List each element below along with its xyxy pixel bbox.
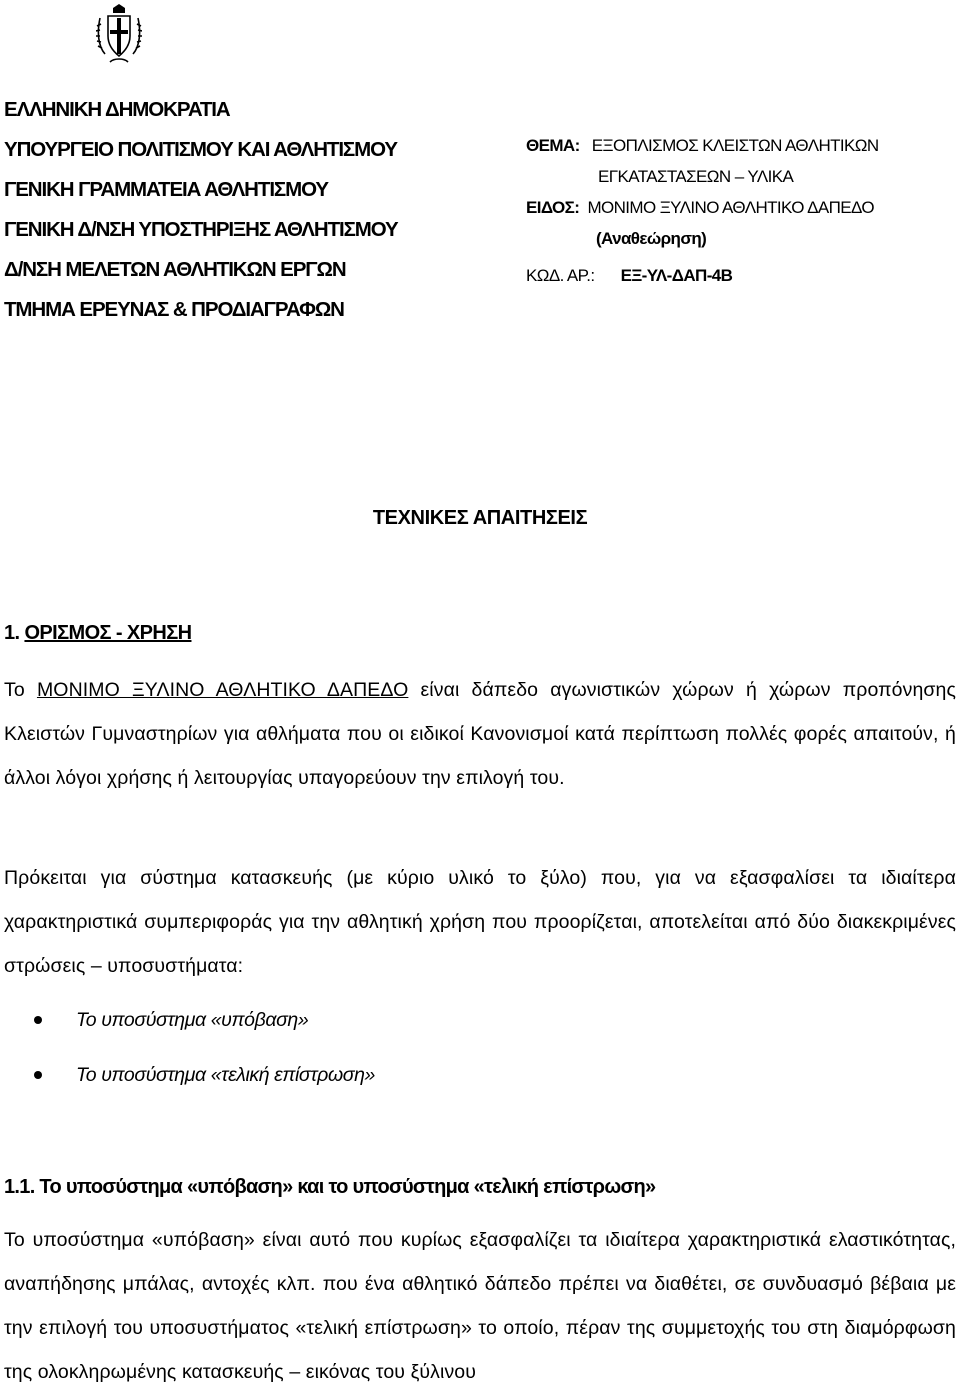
section-1-1-heading: 1.1. Το υποσύστημα «υπόβαση» και το υποσύστημα «τελική επίστρωση» bbox=[4, 1176, 656, 1198]
section-1-1-paragraph: Το υποσύστημα «υπόβαση» είναι αυτό που κυρίως εξασφαλίζει τα ιδιαίτερα χαρακτηριστικά ελαστικότητας, αναπήδησης μπάλας, αντοχές κλπ. που ένα αθλητικό δάπεδο πρέπει να διαθέτει, σε συνδυασμό βέβαια με την επιλογή του υποσυστήματος «τελική επίστρωση» το οποίο, πέραν της συμμετοχής του στη διαμόρφωση της ολοκληρωμένης κατασκευής – εικόνας του ξύλινου bbox=[4, 1229, 956, 1383]
thema-value-line1: ΕΞΟΠΛΙΣΜΟΣ ΚΛΕΙΣΤΩΝ ΑΘΛΗΤΙΚΩΝ bbox=[591, 136, 879, 155]
section-1-heading bbox=[4, 622, 191, 645]
thema-value-line2: ΕΓΚΑΤΑΣΤΑΣΕΩΝ – ΥΛΙΚΑ bbox=[598, 167, 794, 186]
thema-label: ΘΕΜΑ: bbox=[526, 136, 580, 155]
kod-value: ΕΞ-ΥΛ-ΔΑΠ-4Β bbox=[620, 266, 733, 285]
section-1-title: ΟΡΙΣΜΟΣ - ΧΡΗΣΗ bbox=[24, 622, 192, 644]
list-item: Το υποσύστημα «υπόβαση» bbox=[34, 1000, 375, 1055]
issuer-line-3: ΓΕΝΙΚΗ ΓΡΑΜΜΑΤΕΙΑ ΑΘΛΗΤΙΣΜΟΥ bbox=[4, 178, 328, 201]
section-1-number: 1. bbox=[4, 622, 20, 644]
p1-product-name: ΜΟΝΙΜΟ ΞΥΛΙΝΟ ΑΘΛΗΤΙΚΟ ΔΑΠΕΔΟ bbox=[36, 679, 409, 701]
eidos-label: ΕΙΔΟΣ: bbox=[526, 198, 580, 217]
bullet-icon bbox=[34, 1071, 42, 1079]
issuer-line-4: ΓΕΝΙΚΗ Δ/ΝΣΗ ΥΠΟΣΤΗΡΙΞΗΣ ΑΘΛΗΤΙΣΜΟΥ bbox=[4, 218, 398, 241]
kod-label: ΚΩΔ. ΑΡ.: bbox=[526, 266, 595, 285]
issuer-line-2: ΥΠΟΥΡΓΕΙΟ ΠΟΛΙΤΙΣΜΟΥ ΚΑΙ ΑΘΛΗΤΙΣΜΟΥ bbox=[4, 138, 397, 161]
p1-start: Το bbox=[4, 679, 37, 701]
eidos-value: ΜΟΝΙΜΟ ΞΥΛΙΝΟ ΑΘΛΗΤΙΚΟ ΔΑΠΕΔΟ bbox=[587, 198, 875, 217]
p1-rest: είναι δάπεδο αγωνιστικών χώρων ή χώρων προπόνησης Κλειστών Γυμναστηρίων για αθλήματα που οι ειδικοί Κανονισμοί κατά περίπτωση πολλές φορές απαιτούν, ή άλλοι λόγοι χρήσης ή λειτουργίας υπαγορεύουν την επιλογή του. bbox=[4, 679, 956, 789]
issuer-line-5: Δ/ΝΣΗ ΜΕΛΕΤΩΝ ΑΘΛΗΤΙΚΩΝ ΕΡΓΩΝ bbox=[4, 258, 346, 281]
bullet-icon bbox=[34, 1016, 42, 1024]
issuer-block bbox=[4, 90, 504, 330]
issuer-line-6: ΤΜΗΜΑ ΕΡΕΥΝΑΣ & ΠΡΟΔΙΑΓΡΑΦΩΝ bbox=[4, 298, 344, 321]
coat-of-arms-icon bbox=[96, 2, 142, 66]
subsystem-list bbox=[34, 1000, 375, 1110]
subject-block bbox=[526, 130, 956, 291]
section-1-paragraph-2: Πρόκειται για σύστημα κατασκευής (με κύριο υλικό το ξύλο) που, για να εξασφαλίσει τα ιδιαίτερα χαρακτηριστικά συμπεριφοράς για την αθλητική χρήση που προορίζεται, αποτελείται από δύο διακεκριμένες στρώσεις – υποσυστήματα: bbox=[4, 867, 956, 977]
revision-note: (Αναθεώρηση) bbox=[596, 229, 707, 248]
section-title: ΤΕΧΝΙΚΕΣ ΑΠΑΙΤΗΣΕΙΣ bbox=[372, 507, 588, 529]
section-1-paragraph-1 bbox=[4, 668, 956, 800]
issuer-line-1: ΕΛΛΗΝΙΚΗ ΔΗΜΟΚΡΑΤΙΑ bbox=[4, 98, 230, 121]
list-item: Το υποσύστημα «τελική επίστρωση» bbox=[34, 1055, 375, 1110]
